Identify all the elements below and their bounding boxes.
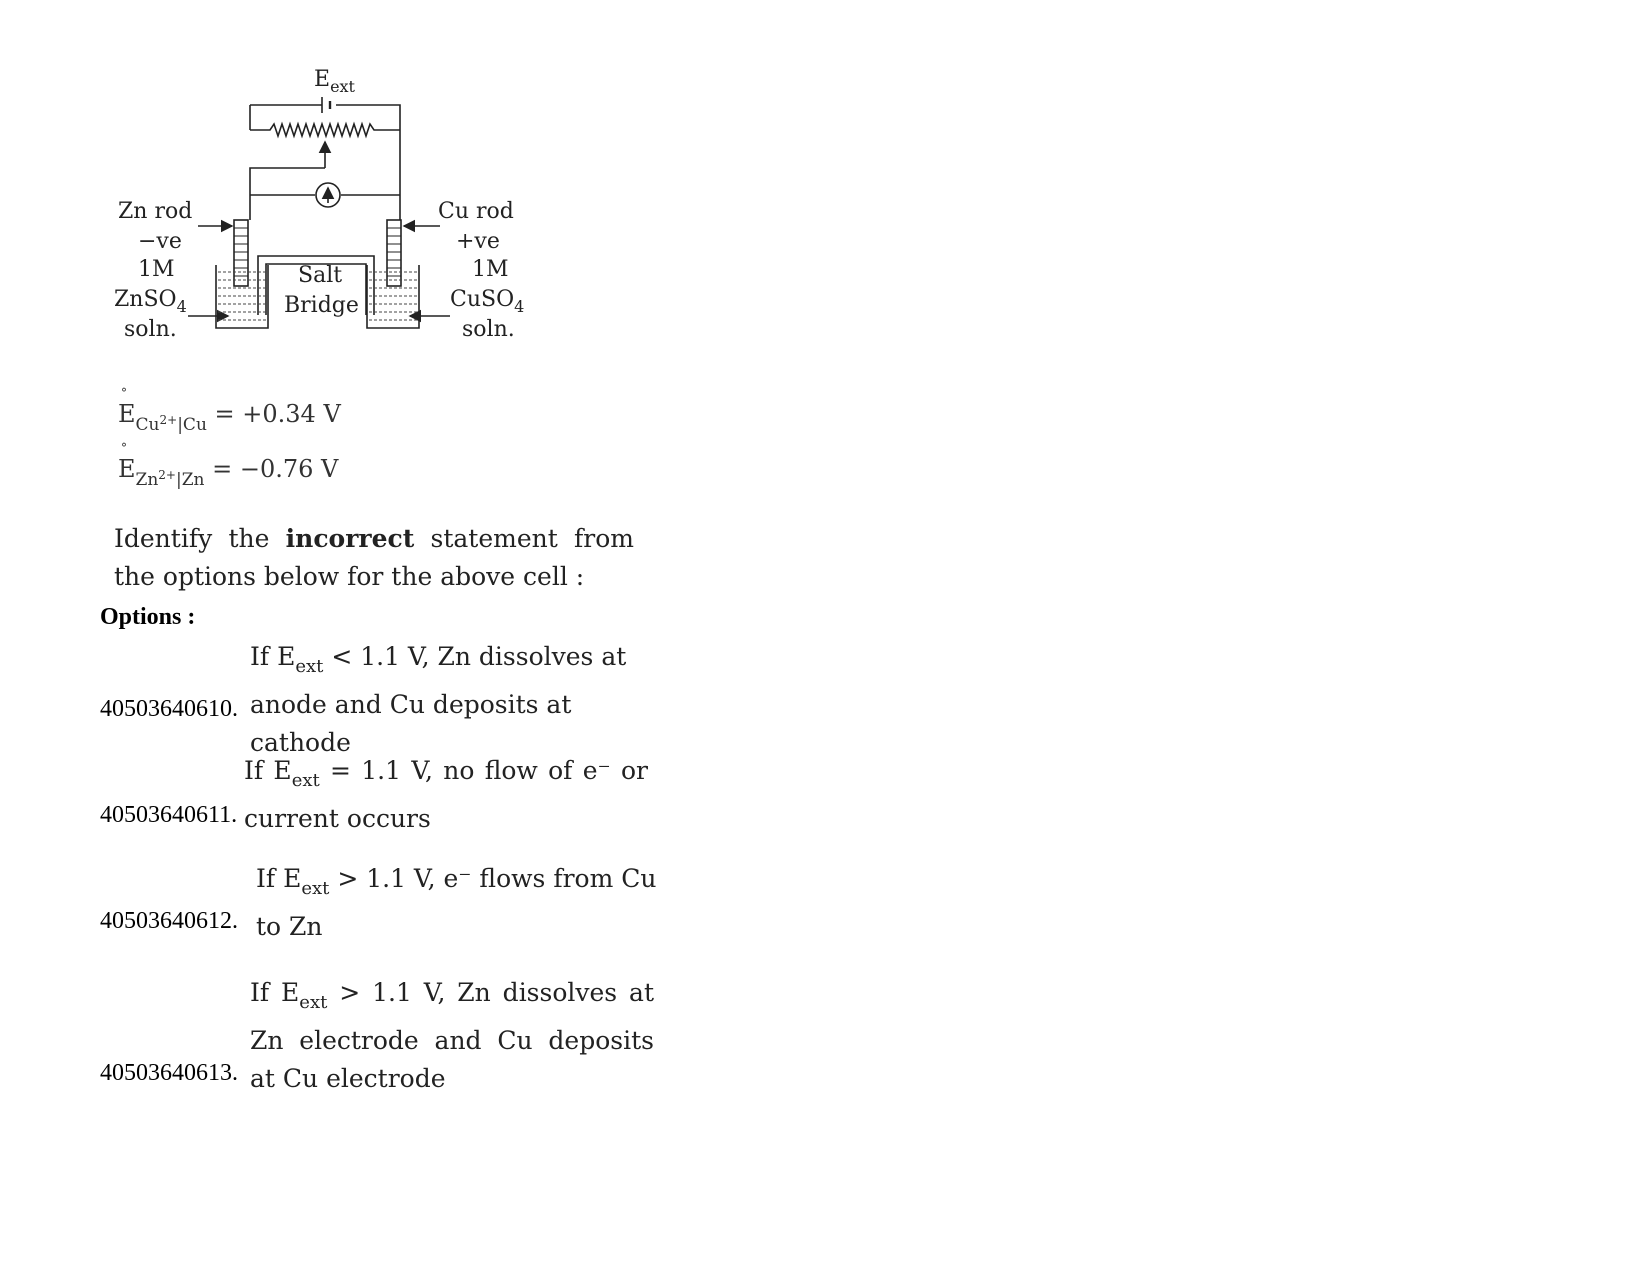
- question-bold: incorrect: [285, 524, 415, 553]
- salt-bridge-label-2: Bridge: [284, 293, 359, 318]
- option-text: If $E_{ext} > 1.1$ V, e⁻ flows from Cu to Zn: [256, 864, 657, 941]
- option-text: If $E_{ext} = 1.1$ V, no flow of e⁻ or current occurs: [244, 756, 648, 833]
- option-id: 40503640612.: [100, 908, 238, 934]
- option-id: 40503640611.: [100, 802, 238, 828]
- option-text: If $E_{ext} > 1.1$ V, Zn dissolves at Zn electrode and Cu deposits at Cu electrode: [250, 978, 654, 1093]
- cu-conc-label: 1M: [472, 257, 509, 282]
- option-id: 40503640610.: [100, 696, 238, 722]
- zn-solute-label: ZnSO$_4$: [114, 287, 187, 316]
- cu-sign-label: +ve: [456, 229, 500, 254]
- options-label: Options :: [100, 604, 196, 630]
- potential-zn: ° $E_{Zn^{2+}|Zn} = -0.76$ V: [118, 441, 339, 490]
- potential-cu: ° $E_{Cu^{2+}|Cu} = +0.34$ V: [118, 386, 341, 435]
- cu-solute-label: CuSO$_4$: [450, 287, 525, 316]
- cu-soln-label: soln.: [462, 317, 515, 342]
- zn-conc-label: 1M: [138, 257, 175, 282]
- option-id: 40503640613.: [100, 1060, 238, 1086]
- salt-bridge-label-1: Salt: [298, 263, 343, 288]
- electrochemical-cell-diagram: [110, 60, 570, 360]
- question-text: Identify the incorrect statement from the options below for the above cell :: [114, 524, 634, 591]
- option-text: If $E_{ext} < 1.1$ V, Zn dissolves at anode and Cu deposits at cathode: [250, 642, 627, 757]
- e-ext-label: $E_{ext}$: [314, 67, 355, 96]
- zn-soln-label: soln.: [124, 317, 177, 342]
- left-wire: [250, 168, 325, 220]
- rheostat: [250, 124, 400, 136]
- cu-rod-label: Cu rod: [438, 199, 514, 224]
- zn-rod-label: Zn rod: [118, 199, 193, 224]
- zn-sign-label: −ve: [138, 229, 182, 254]
